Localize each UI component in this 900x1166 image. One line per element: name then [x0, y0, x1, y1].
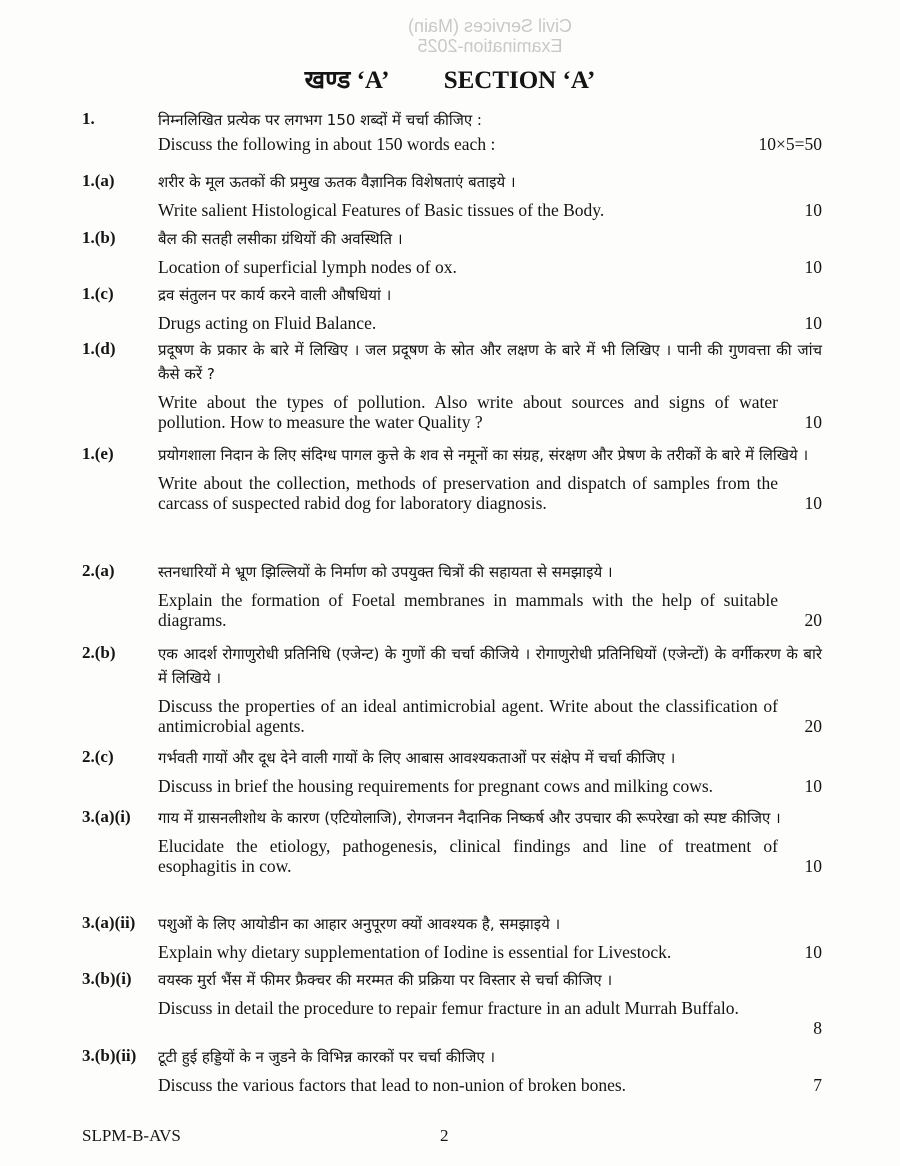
question-text-hindi: निम्नलिखित प्रत्येक पर लगभग 150 शब्दों में चर्चा कीजिए :	[158, 111, 482, 129]
question-number: 3.(a)(i)	[82, 807, 131, 826]
question-text-hindi: एक आदर्श रोगाणुरोधी प्रतिनिधि (एजेन्ट) के गुणों की चर्चा कीजिये । रोगाणुरोधी प्रतिनिधियों (एजेन्टों) के वर्गीकरण के बारे में लिखिये ।	[158, 645, 822, 687]
question-1a	[82, 170, 822, 220]
question-marks: 8	[813, 1018, 822, 1038]
question-text-english	[158, 392, 822, 432]
question-text-hindi: टूटी हुई हड्डियों के न जुडने के विभिन्न कारकों पर चर्चा कीजिए ।	[158, 1048, 496, 1066]
question-2a	[82, 560, 822, 630]
question-text-hindi: प्रयोगशाला निदान के लिए संदिग्ध पागल कुत्ते के शव से नमूनों का संग्रह, संरक्षण और प्रेषण के तरीकों के बारे में लिखिये ।	[158, 446, 809, 464]
question-text-english	[158, 696, 822, 736]
question-marks: 20	[804, 716, 822, 736]
question-1d	[82, 338, 822, 432]
question-3a-i	[82, 806, 822, 876]
question-2b	[82, 642, 822, 736]
question-2c	[82, 746, 822, 796]
question-text-english	[158, 134, 822, 154]
question-number: 1.(d)	[82, 339, 116, 358]
question-text-english	[158, 942, 822, 962]
question-text-hindi: स्तनधारियों मे भ्रूण झिल्लियों के निर्माण को उपयुक्त चित्रों की सहायता से समझाइये ।	[158, 563, 613, 581]
question-3b-i	[82, 968, 822, 1038]
question-text-hindi: शरीर के मूल ऊतकों की प्रमुख ऊतक वैज्ञानिक विशेषताएं बताइये ।	[158, 173, 516, 191]
question-text-english-body: Explain why dietary supplementation of Iodine is essential for Livestock.	[158, 942, 672, 962]
question-text-english	[158, 590, 822, 630]
question-text-hindi: गाय में ग्रासनलीशोथ के कारण (एटियोलाजि), रोगजनन नैदानिक निष्कर्ष और उपचार की रूपरेखा को स्पष्ट कीजिए ।	[158, 809, 781, 827]
question-number: 2.(a)	[82, 561, 115, 580]
question-text-english	[158, 313, 822, 333]
page-number: 2	[440, 1126, 449, 1145]
question-marks: 7	[813, 1075, 822, 1095]
question-number: 3.(a)(ii)	[82, 913, 136, 932]
question-marks: 10	[804, 776, 822, 796]
question-3b-ii	[82, 1045, 822, 1095]
question-text-english-body: Elucidate the etiology, pathogenesis, clinical findings and line of treatment of esophagitis in cow.	[158, 836, 778, 876]
question-number: 1.(a)	[82, 171, 115, 190]
question-1b	[82, 227, 822, 277]
question-text-english	[158, 836, 822, 876]
question-marks: 10	[804, 257, 822, 277]
question-text-english-body: Drugs acting on Fluid Balance.	[158, 313, 377, 333]
question-text-english-body: Write salient Histological Features of Basic tissues of the Body.	[158, 200, 605, 220]
question-number: 3.(b)(i)	[82, 969, 132, 988]
question-text-hindi: वयस्क मुर्रा भैंस में फीमर फ्रैक्चर की मरम्मत की प्रक्रिया पर विस्तार से चर्चा कीजिए ।	[158, 971, 613, 989]
question-marks: 20	[804, 610, 822, 630]
question-number: 1.(c)	[82, 284, 114, 303]
question-number: 2.(c)	[82, 747, 114, 766]
question-1e	[82, 443, 822, 513]
question-marks: 10	[804, 942, 822, 962]
paper-code: SLPM-B-AVS	[82, 1126, 181, 1145]
question-text-english-body: Discuss the properties of an ideal antimicrobial agent. Write about the classification of antimicrobial agents.	[158, 696, 778, 736]
question-text-english	[158, 1075, 822, 1095]
question-marks: 10	[804, 313, 822, 333]
question-1	[82, 108, 822, 154]
question-text-hindi: गर्भवती गायों और दूध देने वाली गायों के लिए आबास आवश्यकताओं पर संक्षेप में चर्चा कीजिए ।	[158, 749, 676, 767]
question-marks: 10	[804, 200, 822, 220]
question-text-english: Discuss in detail the procedure to repair femur fracture in an adult Murrah Buffalo.	[158, 998, 739, 1018]
question-number: 1.	[82, 109, 95, 128]
question-text-english-body: Discuss in brief the housing requirements for pregnant cows and milking cows.	[158, 776, 714, 796]
question-text-english	[158, 200, 822, 220]
question-number: 1.(e)	[82, 444, 114, 463]
question-text-english-body: Discuss the following in about 150 words each :	[158, 134, 496, 154]
watermark: Civil Services (Main) Examination-2025	[407, 16, 573, 56]
question-text-hindi: द्रव संतुलन पर कार्य करने वाली औषधियां ।	[158, 286, 392, 304]
question-text-english-body: Explain the formation of Foetal membranes in mammals with the help of suitable diagrams.	[158, 590, 778, 630]
question-text-english-body: Discuss the various factors that lead to non-union of broken bones.	[158, 1075, 627, 1095]
question-marks: 10×5=50	[758, 134, 822, 154]
question-marks: 10	[804, 493, 822, 513]
question-number: 3.(b)(ii)	[82, 1046, 137, 1065]
question-text-english	[158, 776, 822, 796]
section-heading-english: SECTION ‘A’	[443, 67, 596, 94]
question-number: 1.(b)	[82, 228, 116, 247]
section-heading	[0, 62, 900, 96]
question-text-hindi: पशुओं के लिए आयोडीन का आहार अनुपूरण क्यों आवश्यक है, समझाइये ।	[158, 915, 561, 933]
question-marks: 10	[804, 856, 822, 876]
question-text-english-body: Write about the collection, methods of preservation and dispatch of samples from the carcass of suspected rabid dog for laboratory diagnosis.	[158, 473, 778, 513]
question-text-hindi: प्रदूषण के प्रकार के बारे में लिखिए । जल प्रदूषण के स्रोत और लक्षण के बारे में भी लिखिए । पानी की गुणवत्ता की जांच कैसे करें ?	[158, 341, 822, 383]
question-marks: 10	[804, 412, 822, 432]
question-text-english	[158, 473, 822, 513]
section-heading-hindi: खण्ड ‘A’	[304, 67, 390, 94]
question-1c	[82, 283, 822, 333]
question-text-english-body: Write about the types of pollution. Also write about sources and signs of water pollution. How to measure the water Quality ?	[158, 392, 778, 432]
question-3a-ii	[82, 912, 822, 962]
question-number: 2.(b)	[82, 643, 116, 662]
question-text-hindi: बैल की सतही लसीका ग्रंथियों की अवस्थिति ।	[158, 230, 403, 248]
question-text-english-body: Location of superficial lymph nodes of ox.	[158, 257, 457, 277]
question-text-english	[158, 257, 822, 277]
